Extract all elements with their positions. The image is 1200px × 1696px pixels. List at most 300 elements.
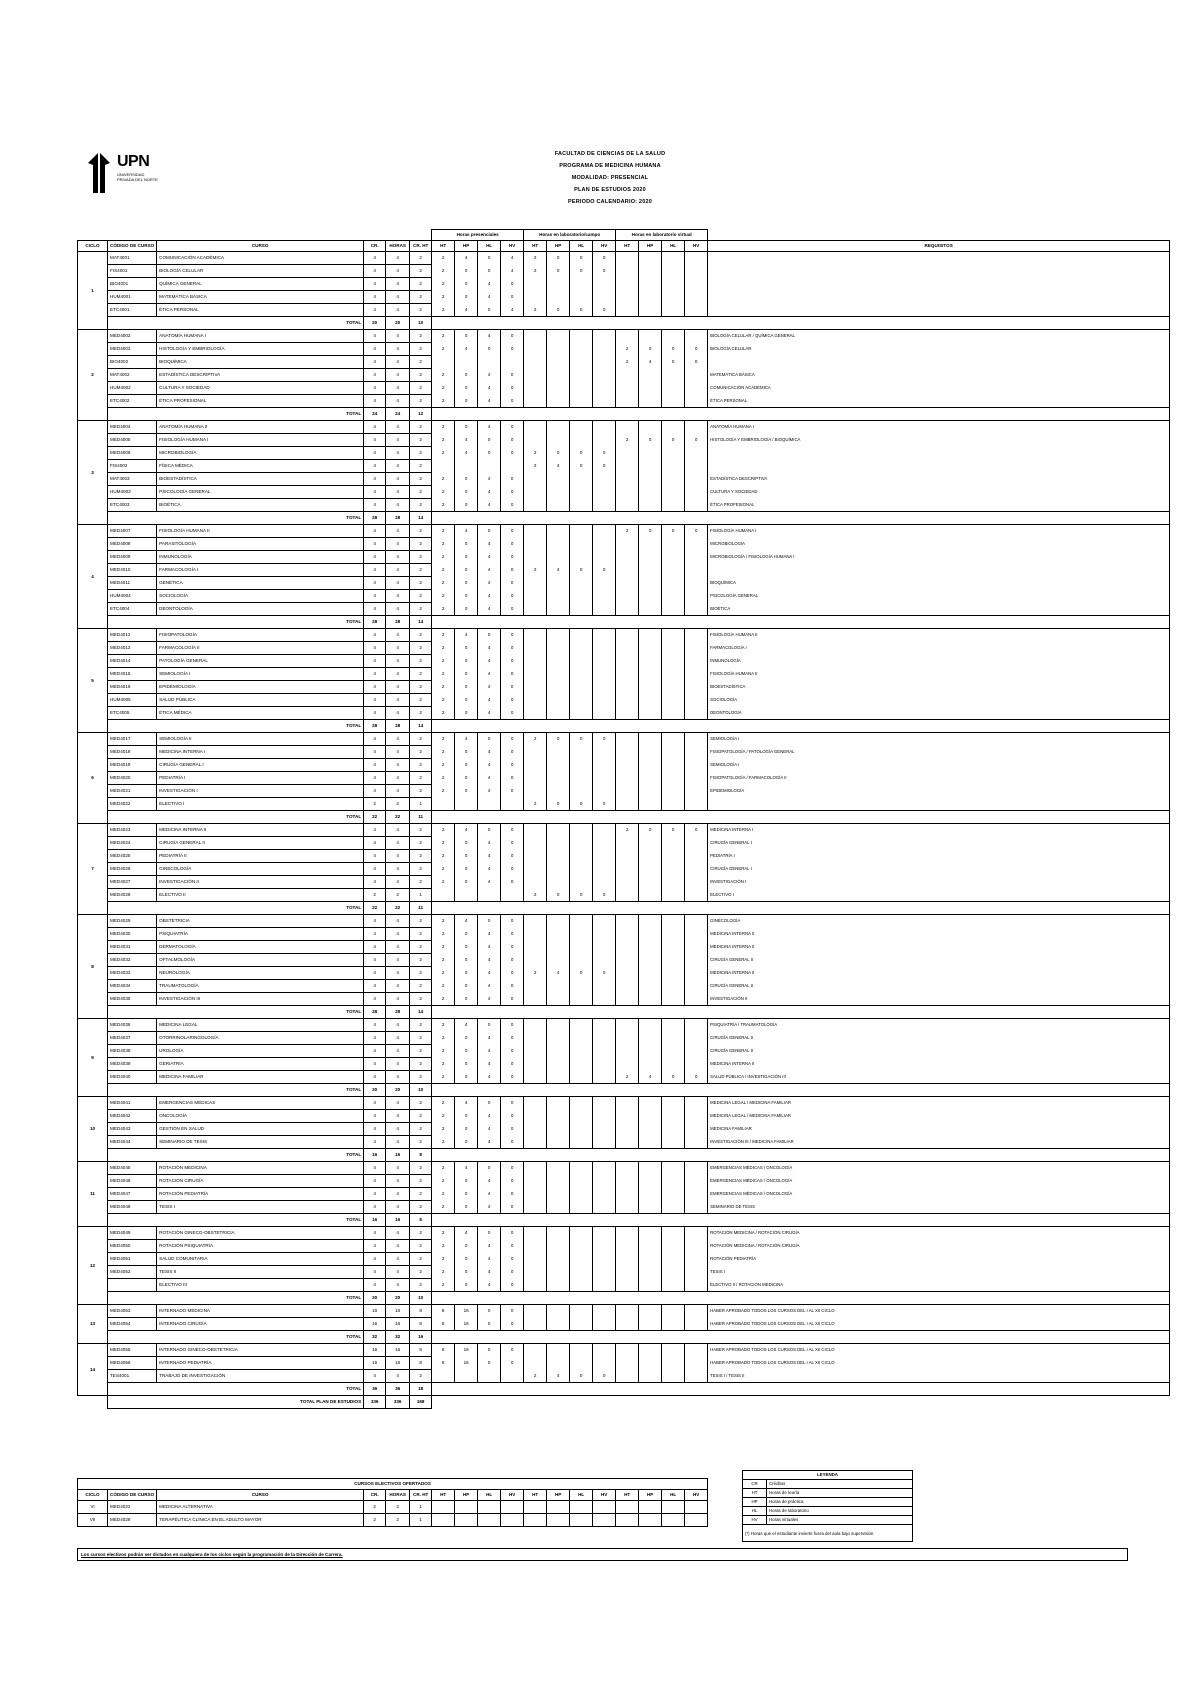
course-horas: 4 (386, 499, 410, 512)
logo-wordmark: UPN (117, 153, 150, 170)
col-horas: HORAS (386, 1490, 410, 1501)
hours-l-1 (547, 1253, 570, 1266)
hours-p-2: 4 (478, 785, 501, 798)
col-hl: HL (478, 1490, 501, 1501)
hours-l-2 (570, 1344, 593, 1357)
hours-p-0: 2 (432, 824, 455, 837)
course-cr: 4 (364, 759, 386, 772)
hours-x-3 (685, 1058, 708, 1071)
hours-x-1: 0 (639, 343, 662, 356)
course-code: MED4054 (108, 1318, 157, 1331)
cycle-total-row (78, 512, 1170, 525)
course-requirement: FISIOPATOLOGÍA / FARMACOLOGÍA II (708, 772, 1170, 785)
hours-x-0 (616, 447, 639, 460)
hours-l-2 (570, 1136, 593, 1149)
hours-x-2 (662, 1266, 685, 1279)
hours-x-2 (662, 655, 685, 668)
hours-p-2: 4 (478, 473, 501, 486)
course-row (78, 382, 1170, 395)
course-code: MED4031 (108, 941, 157, 954)
legend-note: (*) Horas que el estudiante invierte fuera del aula bajo supervisión (743, 1525, 913, 1542)
col-ht: HT (616, 241, 639, 252)
course-cr-ht: 1 (410, 889, 432, 902)
hours-l-1 (547, 954, 570, 967)
hours-l-1 (547, 369, 570, 382)
course-code: MED4018 (108, 746, 157, 759)
course-row (78, 941, 1170, 954)
course-code: MAT4003 (108, 473, 157, 486)
course-row (78, 915, 1170, 928)
hours-x-0 (616, 1253, 639, 1266)
course-cr: 4 (364, 1279, 386, 1292)
hours-p-2: 0 (478, 915, 501, 928)
hours-x-0 (616, 1344, 639, 1357)
hours-l-2: 0 (570, 447, 593, 460)
course-cr: 4 (364, 1175, 386, 1188)
course-requirement: ELECTIVO I (708, 889, 1170, 902)
hours-p-2: 4 (478, 369, 501, 382)
hours-l-3 (593, 629, 616, 642)
course-row (78, 1188, 1170, 1201)
course-name: GERIATRÍA (157, 1058, 364, 1071)
hours-x-3 (685, 850, 708, 863)
hours-x-3 (685, 551, 708, 564)
course-row (78, 1097, 1170, 1110)
hours-p-0: 2 (432, 1240, 455, 1253)
hours-p-1: 0 (455, 837, 478, 850)
electives-title: CURSOS ELECTIVOS OFERTADOS (78, 1479, 708, 1490)
course-code: HUM4005 (108, 694, 157, 707)
cycle-total-row (78, 1149, 1170, 1162)
hours-l-0 (524, 1266, 547, 1279)
cycle-total-filler (432, 811, 1170, 824)
course-requirement: CULTURA Y SOCIEDAD (708, 486, 1170, 499)
hours-l-2 (570, 1032, 593, 1045)
course-code: MED4046 (108, 1175, 157, 1188)
course-code: MED4044 (108, 1136, 157, 1149)
course-horas: 2 (386, 889, 410, 902)
course-cr-ht: 2 (410, 434, 432, 447)
course-requirement: TESIS I / TESIS II (708, 1370, 1170, 1383)
hours-x-2 (662, 447, 685, 460)
col-ht: HT (524, 1490, 547, 1501)
cycle-total-filler (432, 1292, 1170, 1305)
hours-p-0: 2 (432, 265, 455, 278)
hours-l-3: 0 (593, 733, 616, 746)
course-cr-ht: 2 (410, 668, 432, 681)
cycle-total-label: TOTAL (108, 408, 364, 421)
legend-key: HL (743, 1507, 767, 1516)
course-cr-ht: 2 (410, 603, 432, 616)
header-line: FACULTAD DE CIENCIAS DE LA SALUD (554, 151, 666, 157)
hours-p-2: 4 (478, 850, 501, 863)
hours-x-3 (685, 395, 708, 408)
hours-l-3 (593, 915, 616, 928)
hours-p-3: 0 (501, 785, 524, 798)
hours-p-0: 2 (432, 993, 455, 1006)
course-cr: 4 (364, 304, 386, 317)
course-horas: 4 (386, 668, 410, 681)
hours-l-0 (524, 1357, 547, 1370)
hours-x-0 (616, 460, 639, 473)
hours-l-2: 0 (570, 460, 593, 473)
col-hl: HL (570, 241, 593, 252)
hours-p-3: 0 (501, 577, 524, 590)
hours-l-2 (570, 1227, 593, 1240)
course-code: MED4025 (108, 850, 157, 863)
hours-p-1: 4 (455, 1019, 478, 1032)
cycle-total-filler (432, 1214, 1170, 1227)
hours-l-1 (547, 993, 570, 1006)
course-code: MED4053 (108, 1305, 157, 1318)
cycle-total-row (78, 408, 1170, 421)
course-row (78, 707, 1170, 720)
hours-p-2: 4 (478, 772, 501, 785)
hours-x-2 (662, 954, 685, 967)
hours-p-3: 0 (501, 993, 524, 1006)
hours-x-1 (639, 694, 662, 707)
hours-p-2: 4 (478, 1071, 501, 1084)
hours-l-0 (524, 291, 547, 304)
hours-x-2 (662, 460, 685, 473)
hours-x-2 (662, 798, 685, 811)
hours-l-3 (593, 603, 616, 616)
hours-x-0: 2 (616, 525, 639, 538)
course-name: MEDICINA INTERNA II (157, 824, 364, 837)
hours-p-2: 0 (478, 1305, 501, 1318)
hours-l-1 (547, 1097, 570, 1110)
course-cr-ht: 2 (410, 824, 432, 837)
hours-l-1 (547, 1201, 570, 1214)
hours-p-3: 0 (501, 1188, 524, 1201)
hours-p-2: 4 (478, 603, 501, 616)
hours-l-1 (547, 291, 570, 304)
hours-p-0: 2 (432, 967, 455, 980)
hours-p-0: 2 (432, 681, 455, 694)
hours-l-0 (524, 577, 547, 590)
hours-x-0 (616, 785, 639, 798)
course-name: FISIOLOGÍA HUMANA II (157, 525, 364, 538)
hours-p-0: 2 (432, 564, 455, 577)
hours-x-0: 2 (616, 343, 639, 356)
curriculum-table (77, 229, 1170, 1409)
col-hl: HL (662, 1490, 685, 1501)
course-row (78, 1110, 1170, 1123)
hours-x-3 (685, 1318, 708, 1331)
course-cr-ht: 2 (410, 460, 432, 473)
course-requirement: MEDICINA INTERNA II (708, 967, 1170, 980)
course-requirement: SALUD PÚBLICA / INVESTIGACIÓN III (708, 1071, 1170, 1084)
course-code: MED4030 (108, 928, 157, 941)
course-name: GINECOLOGÍA (157, 863, 364, 876)
hours-l-3 (593, 1123, 616, 1136)
hours-l-0: 2 (524, 304, 547, 317)
hours-l-1 (547, 629, 570, 642)
column-header-row (78, 241, 1170, 252)
hours-x-3 (685, 863, 708, 876)
legend-table (742, 1470, 913, 1542)
col-hp: HP (639, 241, 662, 252)
course-name: SEMINARIO DE TESIS (157, 1136, 364, 1149)
course-horas: 4 (386, 473, 410, 486)
hours-l-1 (547, 941, 570, 954)
hours-l-0 (524, 954, 547, 967)
hours-l-3 (593, 434, 616, 447)
hours-p-1: 0 (455, 785, 478, 798)
hours-l-0 (524, 694, 547, 707)
hours-l-2 (570, 941, 593, 954)
course-cr-ht: 2 (410, 447, 432, 460)
hours-x-3 (685, 421, 708, 434)
hours-l-0 (524, 525, 547, 538)
course-requirement (708, 304, 1170, 317)
hours-x-1 (639, 499, 662, 512)
hours-x-3 (685, 1266, 708, 1279)
course-cr-ht: 2 (410, 356, 432, 369)
course-code: MED4006 (108, 447, 157, 460)
course-name: PSICOLOGÍA GENERAL (157, 486, 364, 499)
hours-l-1: 4 (547, 967, 570, 980)
course-cr: 4 (364, 954, 386, 967)
hours-p-2: 0 (478, 343, 501, 356)
hours-x-1 (639, 603, 662, 616)
course-horas: 4 (386, 265, 410, 278)
hours-l-3 (593, 1188, 616, 1201)
course-cr-ht: 2 (410, 551, 432, 564)
cycle-total-label: TOTAL (108, 902, 364, 915)
course-row (78, 629, 1170, 642)
hours-l-3 (593, 785, 616, 798)
hours-x-3: 0 (685, 525, 708, 538)
hours-x-0 (616, 837, 639, 850)
course-code: MAT4001 (108, 252, 157, 265)
hours-p-2: 4 (478, 1279, 501, 1292)
hours-p-0: 2 (432, 863, 455, 876)
hours-l-2 (570, 1305, 593, 1318)
cycle-total-row (78, 1006, 1170, 1019)
hours-l-1 (547, 1188, 570, 1201)
cycle-total-value: 16 (386, 1149, 410, 1162)
course-code: ETC4005 (108, 707, 157, 720)
hours-p-3: 0 (501, 655, 524, 668)
hours-p-3: 0 (501, 538, 524, 551)
hours-l-2 (570, 954, 593, 967)
hours-p-1: 0 (455, 681, 478, 694)
course-row (78, 1266, 1170, 1279)
course-requirement: ESTADÍSTICA DESCRIPTIVA (708, 473, 1170, 486)
course-row (78, 486, 1170, 499)
cycle-total-row (78, 1383, 1170, 1396)
hours-p-1 (455, 356, 478, 369)
col-hv: HV (501, 1490, 524, 1501)
hours-p-2: 4 (478, 1136, 501, 1149)
hours-p-1: 4 (455, 915, 478, 928)
course-name: MICROBIOLOGÍA (157, 447, 364, 460)
course-name: ESTADÍSTICA DESCRIPTIVA (157, 369, 364, 382)
course-row (78, 863, 1170, 876)
course-row (78, 460, 1170, 473)
course-requirement: COMUNICACIÓN ACADÉMICA (708, 382, 1170, 395)
course-cr: 2 (364, 889, 386, 902)
course-requirement: EMERGENCIAS MÉDICAS / ONCOLOGÍA (708, 1162, 1170, 1175)
course-cr-ht: 2 (410, 759, 432, 772)
hours-l-0 (524, 759, 547, 772)
hours-l-1 (547, 850, 570, 863)
hours-x-2 (662, 746, 685, 759)
course-code: ETC4002 (108, 395, 157, 408)
hours-x-1 (639, 1058, 662, 1071)
course-name: ÉTICA PERSONAL (157, 304, 364, 317)
course-row (78, 356, 1170, 369)
hours-l-1 (547, 1227, 570, 1240)
course-code: MED4052 (108, 1266, 157, 1279)
course-cr-ht: 2 (410, 863, 432, 876)
hours-p-1: 0 (455, 577, 478, 590)
course-cr-ht: 2 (410, 785, 432, 798)
course-horas: 4 (386, 1188, 410, 1201)
hours-p-1: 0 (455, 980, 478, 993)
hours-p-3: 4 (501, 304, 524, 317)
cycle-total-value: 28 (364, 616, 386, 629)
hours-p-1 (455, 460, 478, 473)
hours-l-3 (593, 1253, 616, 1266)
hours-l-2 (570, 681, 593, 694)
course-horas: 4 (386, 304, 410, 317)
hours-x-1 (639, 564, 662, 577)
course-horas: 4 (386, 629, 410, 642)
hours-x-0: 2 (616, 824, 639, 837)
hours-l-3 (593, 356, 616, 369)
hours-p-1: 0 (455, 291, 478, 304)
hours-p-2: 4 (478, 694, 501, 707)
course-requirement: MEDICINA INTERNA II (708, 928, 1170, 941)
course-code: HUM4002 (108, 382, 157, 395)
course-horas: 4 (386, 928, 410, 941)
cycle-number: 4 (78, 525, 108, 629)
hours-p-3: 0 (501, 1240, 524, 1253)
hours-l-1 (547, 1279, 570, 1292)
hours-p-3: 0 (501, 941, 524, 954)
course-cr-ht: 2 (410, 1227, 432, 1240)
hours-l-1 (547, 590, 570, 603)
document-header (500, 148, 720, 208)
hours-l-3 (593, 759, 616, 772)
hours-x-0 (616, 304, 639, 317)
hours-x-0 (616, 954, 639, 967)
course-horas: 4 (386, 1032, 410, 1045)
course-code: MED4049 (108, 1227, 157, 1240)
cycle-total-value: 28 (386, 720, 410, 733)
course-name: MEDICINA FAMILIAR (157, 1071, 364, 1084)
hours-l-1 (547, 1110, 570, 1123)
hours-p-0: 2 (432, 1058, 455, 1071)
hours-p-0: 2 (432, 733, 455, 746)
hours-p-1: 0 (455, 538, 478, 551)
hours-p-2: 4 (478, 928, 501, 941)
cycle-total-value: 8 (410, 1149, 432, 1162)
grand-total-spacer (78, 1396, 108, 1409)
course-row (78, 265, 1170, 278)
course-cr-ht: 2 (410, 538, 432, 551)
course-requirement: BIOLOGÍA CELULAR / QUÍMICA GENERAL (708, 330, 1170, 343)
hours-x-3 (685, 1227, 708, 1240)
hours-p-1: 0 (455, 1240, 478, 1253)
hours-x-0 (616, 746, 639, 759)
course-cr-ht: 2 (410, 1240, 432, 1253)
course-requirement (708, 291, 1170, 304)
hours-x-2 (662, 1344, 685, 1357)
course-cr: 4 (364, 928, 386, 941)
hours-p-1: 0 (455, 499, 478, 512)
hours-p-3: 0 (501, 707, 524, 720)
course-name: SEMIOLOGÍA II (157, 733, 364, 746)
hours-x-2 (662, 421, 685, 434)
course-cr-ht: 2 (410, 772, 432, 785)
hours-l-2 (570, 629, 593, 642)
hours-p-1: 16 (455, 1344, 478, 1357)
course-cr-ht: 2 (410, 1123, 432, 1136)
course-code: MED4027 (108, 876, 157, 889)
hours-x-0: 2 (616, 356, 639, 369)
hours-p-1: 16 (455, 1318, 478, 1331)
hours-x-0: 2 (616, 1071, 639, 1084)
hours-l-1 (547, 837, 570, 850)
course-name: CIRUGÍA GENERAL I (157, 759, 364, 772)
course-row (78, 1201, 1170, 1214)
hours-l-2 (570, 772, 593, 785)
course-horas: 4 (386, 1123, 410, 1136)
hours-l-1 (547, 707, 570, 720)
course-row (78, 642, 1170, 655)
hours-l-2 (570, 538, 593, 551)
hours-x-1 (639, 889, 662, 902)
course-cr: 4 (364, 1253, 386, 1266)
course-cr: 4 (364, 837, 386, 850)
hours-p-3: 0 (501, 1162, 524, 1175)
course-row (78, 1136, 1170, 1149)
course-name: SOCIOLOGÍA (157, 590, 364, 603)
hours-p-3: 0 (501, 1032, 524, 1045)
course-cr: 4 (364, 590, 386, 603)
hours-p-2: 4 (478, 330, 501, 343)
hours-p-3: 0 (501, 1019, 524, 1032)
hours-l-2 (570, 928, 593, 941)
hours-l-1: 4 (547, 564, 570, 577)
hours-x-3 (685, 772, 708, 785)
hours-p-3 (501, 889, 524, 902)
hours-p-2: 4 (478, 1175, 501, 1188)
hours-x-3 (685, 1136, 708, 1149)
course-row (78, 1019, 1170, 1032)
hours-x-1 (639, 291, 662, 304)
course-horas: 4 (386, 278, 410, 291)
course-horas: 4 (386, 590, 410, 603)
hours-p-2: 4 (478, 746, 501, 759)
course-requirement: CIRUGÍA GENERAL II (708, 1045, 1170, 1058)
cycle-total-row (78, 811, 1170, 824)
hours-l-1 (547, 1136, 570, 1149)
course-code: MED4055 (108, 1344, 157, 1357)
hours-p-2: 0 (478, 824, 501, 837)
course-requirement: CIRUGÍA GENERAL II (708, 980, 1170, 993)
hours-x-3 (685, 1188, 708, 1201)
hours-l-3 (593, 824, 616, 837)
hours-p-2: 4 (478, 1201, 501, 1214)
course-name: ANATOMÍA HUMANA I (157, 330, 364, 343)
course-cr: 4 (364, 395, 386, 408)
course-cr-ht: 2 (410, 499, 432, 512)
hours-p-2: 4 (478, 863, 501, 876)
